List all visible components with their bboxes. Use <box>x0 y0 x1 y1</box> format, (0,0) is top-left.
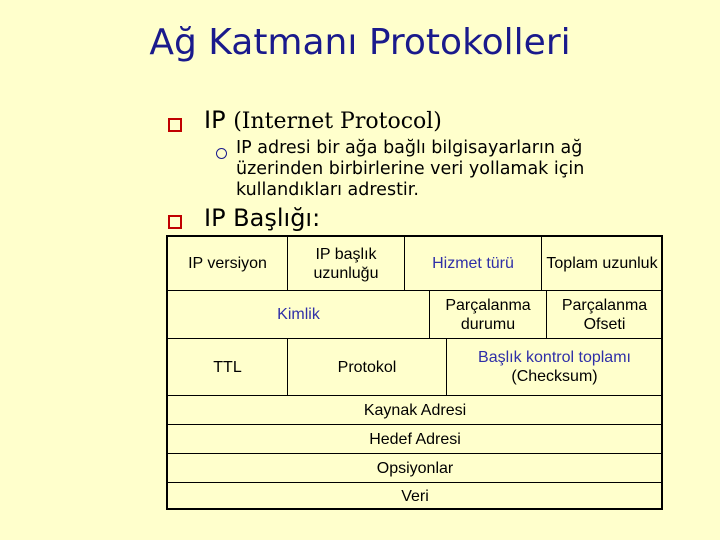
cell-options: Opsiyonlar <box>167 453 663 483</box>
checksum-abbr: (Checksum) <box>511 368 598 385</box>
cell-total-length: Toplam uzunluk <box>541 236 663 291</box>
cell-identification: Kimlik <box>167 290 430 339</box>
square-bullet-icon <box>168 118 182 132</box>
cell-ttl: TTL <box>167 338 288 396</box>
cell-checksum <box>446 338 663 396</box>
cell-fragment-offset: Parçalanma Ofseti <box>546 290 663 339</box>
cell-protocol: Protokol <box>287 338 447 396</box>
cell-service-type: Hizmet türü <box>404 236 542 291</box>
cell-header-length: IP başlık uzunluğu <box>287 236 405 291</box>
cell-destination-address: Hedef Adresi <box>167 424 663 454</box>
ip-description: IP adresi bir ağa bağlı bilgisayarların ağ üzerinden birbirlerine veri yollamak için kullandıkları adrestir. <box>236 138 585 200</box>
circle-bullet-icon <box>216 148 227 159</box>
slide-title: Ağ Katmanı Protokolleri <box>149 22 571 63</box>
cell-data: Veri <box>167 482 663 510</box>
square-bullet-icon <box>168 215 182 229</box>
bullet-ip-paren: (Internet Protocol) <box>233 109 442 134</box>
bullet-ip-label: IP <box>204 106 226 134</box>
bullet-ip <box>204 106 442 134</box>
cell-fragment-status: Parçalanma durumu <box>429 290 547 339</box>
cell-source-address: Kaynak Adresi <box>167 395 663 425</box>
cell-ip-version: IP versiyon <box>167 236 288 291</box>
ip-header-table <box>166 235 663 510</box>
bullet-ip-header: IP Başlığı: <box>204 204 321 232</box>
checksum-label: Başlık kontrol toplamı <box>478 349 631 366</box>
